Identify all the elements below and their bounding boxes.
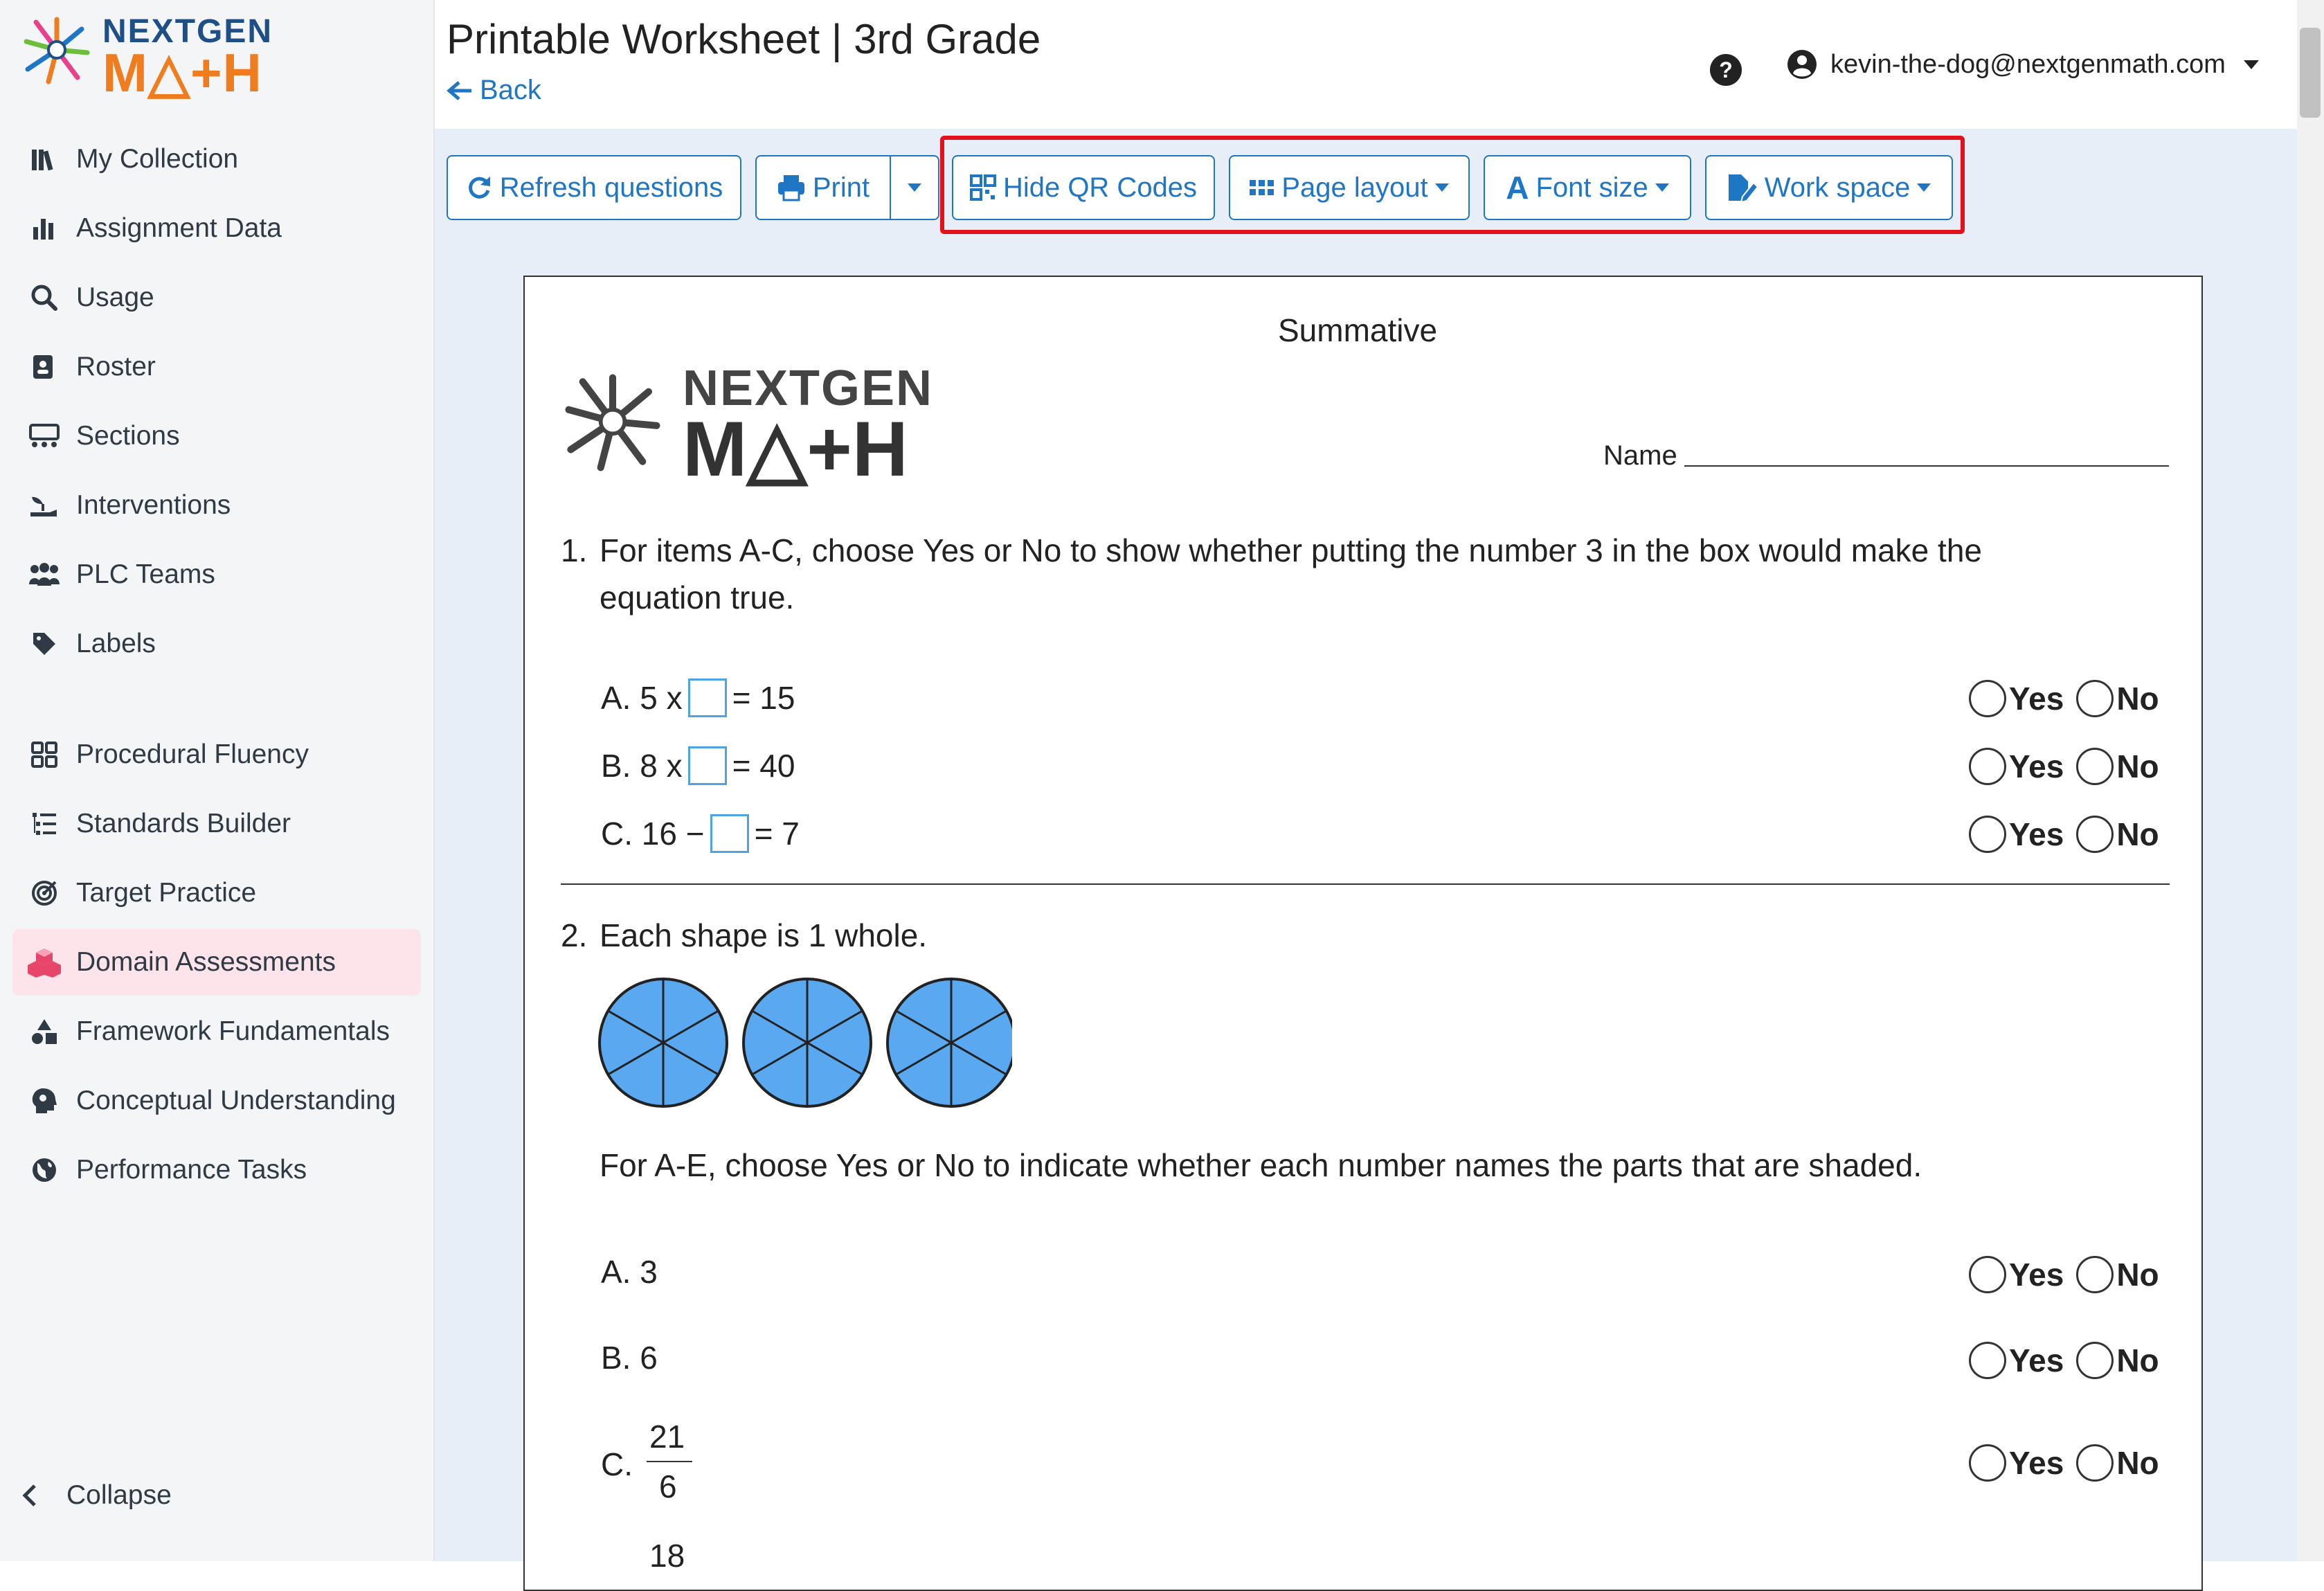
q1-item-b-pre: B. 8 x (601, 748, 683, 784)
sidebar-item-labels[interactable] (12, 611, 421, 677)
sidebar-item-label: PLC Teams (76, 559, 215, 589)
magnify-chart-icon (25, 284, 64, 312)
sidebar-item-label: Domain Assessments (76, 947, 336, 977)
tag-icon (25, 630, 64, 658)
q2-number: 2. (561, 917, 588, 953)
list-tree-icon (25, 810, 64, 838)
no-radio[interactable] (2076, 816, 2114, 853)
page-title: Printable Worksheet | 3rd Grade (447, 16, 1041, 62)
caret-down-icon (1917, 183, 1931, 192)
fraction-circles-figure (597, 973, 1012, 1112)
q1-item-a-pre: A. 5 x (601, 680, 683, 716)
q2-item-b: B. 6 (601, 1340, 658, 1376)
print-label: Print (812, 172, 870, 203)
font-size-label: Font size (1535, 172, 1648, 203)
yes-no-choice (1969, 816, 2172, 853)
sidebar-item-label: Procedural Fluency (76, 739, 309, 769)
shapes-icon (25, 1018, 64, 1045)
arrow-left-icon (447, 80, 473, 102)
font-icon: A (1506, 170, 1529, 206)
sidebar-item-assignment-data[interactable] (12, 195, 421, 262)
logo-burst-icon (561, 370, 665, 474)
scrollbar[interactable] (2297, 0, 2324, 1561)
q2-instruction: For A-E, choose Yes or No to indicate whether each number names the parts that are shaded. (600, 1147, 1922, 1183)
page-layout-dropdown[interactable] (1229, 155, 1470, 220)
q1-item-c-pre: C. 16 − (601, 816, 705, 852)
q2-item-c-letter: C. (601, 1446, 633, 1482)
grid-dots-icon (1250, 179, 1274, 197)
sidebar-item-my-collection[interactable] (12, 126, 421, 192)
sidebar-item-standards-builder[interactable] (12, 791, 421, 857)
no-radio[interactable] (2076, 680, 2114, 717)
no-label: No (2116, 816, 2159, 852)
hand-seedling-icon (25, 492, 64, 519)
name-label: Name (1603, 440, 1677, 471)
sidebar-item-procedural-fluency[interactable] (12, 721, 421, 788)
no-label: No (2116, 748, 2159, 784)
q2-item-d-partial: 18 (649, 1538, 685, 1574)
no-radio[interactable] (2076, 1342, 2114, 1379)
page-layout-label: Page layout (1281, 172, 1428, 203)
yes-radio[interactable] (1969, 748, 2006, 785)
no-radio[interactable] (2076, 1256, 2114, 1293)
collapse-label: Collapse (66, 1480, 172, 1510)
sidebar-item-label: Labels (76, 629, 156, 658)
chevron-left-icon (21, 1483, 39, 1508)
q2-item-c-numerator: 21 (649, 1419, 685, 1455)
sidebar-item-label: Standards Builder (76, 809, 291, 838)
sidebar-item-label: Sections (76, 421, 180, 451)
no-radio[interactable] (2076, 748, 2114, 785)
q2-item-a: A. 3 (601, 1254, 658, 1290)
no-radio[interactable] (2076, 1444, 2114, 1482)
yes-no-choice (1969, 1342, 2172, 1379)
print-button[interactable] (755, 155, 891, 220)
chevron-down-icon (2244, 60, 2259, 69)
yes-no-choice (1969, 748, 2172, 785)
yes-no-choice (1969, 1256, 2172, 1293)
worksheet-heading: Summative (1278, 312, 1438, 348)
scrollbar-thumb[interactable] (2300, 28, 2321, 118)
sidebar-item-plc-teams[interactable] (12, 541, 421, 608)
sidebar-item-label: Assignment Data (76, 213, 282, 243)
hide-qr-codes-button[interactable] (952, 155, 1215, 220)
answer-box[interactable] (688, 746, 727, 785)
print-options-dropdown[interactable] (890, 155, 939, 220)
sidebar-item-label: Framework Fundamentals (76, 1016, 390, 1046)
sidebar-item-roster[interactable] (12, 334, 421, 400)
q1-text-line2: equation true. (600, 579, 795, 615)
yes-radio[interactable] (1969, 816, 2006, 853)
user-email: kevin-the-dog@nextgenmath.com (1830, 49, 2226, 79)
no-label: No (2116, 681, 2159, 717)
sidebar-item-label: Usage (76, 282, 154, 312)
name-line[interactable] (1684, 465, 2169, 467)
no-label: No (2116, 1257, 2159, 1293)
work-space-label: Work space (1764, 172, 1911, 203)
head-gear-icon (25, 1087, 64, 1115)
yes-label: Yes (2009, 1445, 2064, 1481)
q1-item-c (601, 814, 800, 853)
logo-text-top: NEXTGEN (102, 13, 273, 50)
sidebar-item-target-practice[interactable] (12, 860, 421, 926)
address-book-icon (25, 353, 64, 381)
target-icon (25, 879, 64, 907)
yes-radio[interactable] (1969, 680, 2006, 717)
file-pen-icon (1727, 173, 1758, 202)
caret-down-icon (1435, 183, 1449, 192)
grid-icon (25, 741, 64, 768)
people-group-icon (25, 561, 64, 588)
yes-label: Yes (2009, 1257, 2064, 1293)
yes-radio[interactable] (1969, 1444, 2006, 1482)
font-size-dropdown[interactable] (1484, 155, 1691, 220)
brand-logo[interactable] (21, 10, 284, 103)
user-circle-icon (1786, 48, 1818, 80)
sidebar-item-usage[interactable] (12, 264, 421, 331)
yes-radio[interactable] (1969, 1342, 2006, 1379)
refresh-questions-button[interactable] (447, 155, 741, 220)
sidebar-item-label: Performance Tasks (76, 1155, 307, 1185)
sidebar-item-sections[interactable] (12, 403, 421, 469)
sidebar-item-label: Roster (76, 352, 156, 381)
printer-icon (777, 174, 806, 201)
sidebar-item-performance-tasks[interactable] (12, 1137, 421, 1203)
q1-item-a-post: = 15 (732, 680, 795, 716)
yes-no-choice (1969, 1444, 2172, 1482)
sidebar-item-label: My Collection (76, 144, 239, 174)
q1-number: 1. (561, 532, 588, 568)
hide-qr-label: Hide QR Codes (1002, 172, 1198, 203)
sidebar-item-label: Interventions (76, 490, 231, 520)
logo-burst-icon (21, 14, 93, 86)
answer-box[interactable] (710, 814, 749, 853)
q1-item-c-post: = 7 (754, 816, 800, 852)
qr-code-icon (970, 174, 996, 201)
collapse-button[interactable] (21, 1468, 172, 1523)
yes-no-choice (1969, 680, 2172, 717)
worksheet-logo (561, 360, 948, 492)
refresh-label: Refresh questions (499, 172, 723, 203)
back-label: Back (480, 75, 541, 105)
question-divider (561, 883, 2170, 885)
worksheet-page (523, 276, 2203, 1591)
sidebar-item-framework-fundamentals[interactable] (12, 998, 421, 1065)
refresh-icon (465, 174, 493, 201)
q2-item-c-denominator: 6 (659, 1468, 677, 1504)
back-link[interactable] (447, 75, 541, 106)
yes-label: Yes (2009, 816, 2064, 852)
fraction-bar (647, 1461, 692, 1462)
q1-item-b (601, 746, 795, 785)
sidebar-item-label: Target Practice (76, 878, 257, 908)
users-grid-icon (25, 422, 64, 450)
yes-label: Yes (2009, 748, 2064, 784)
sidebar-item-interventions[interactable] (12, 472, 421, 539)
logo-text-bottom: M△+H (683, 406, 908, 492)
q2-text: Each shape is 1 whole. (600, 917, 928, 953)
sidebar (0, 0, 435, 1561)
logo-text-bottom: M△+H (102, 42, 262, 103)
yes-radio[interactable] (1969, 1256, 2006, 1293)
yes-label: Yes (2009, 681, 2064, 717)
caret-down-icon (908, 183, 921, 192)
globe-icon (25, 1156, 64, 1184)
cubes-icon (25, 947, 64, 978)
answer-box[interactable] (688, 678, 727, 717)
book-collection-icon (25, 145, 64, 173)
user-menu[interactable] (1786, 48, 2259, 80)
sidebar-item-domain-assessments[interactable] (12, 929, 421, 996)
sidebar-item-label: Conceptual Understanding (76, 1086, 396, 1115)
work-space-dropdown[interactable] (1705, 155, 1953, 220)
yes-label: Yes (2009, 1342, 2064, 1378)
logo-text-top: NEXTGEN (683, 361, 934, 416)
q1-item-a (601, 678, 795, 717)
sidebar-item-conceptual-understanding[interactable] (12, 1068, 421, 1134)
q1-text-line1: For items A-C, choose Yes or No to show whether putting the number 3 in the box would make the (600, 532, 1982, 568)
no-label: No (2116, 1445, 2159, 1481)
no-label: No (2116, 1342, 2159, 1378)
caret-down-icon (1655, 183, 1669, 192)
help-icon[interactable]: ? (1710, 54, 1742, 86)
bar-chart-icon (25, 215, 64, 242)
q1-item-b-post: = 40 (732, 748, 795, 784)
